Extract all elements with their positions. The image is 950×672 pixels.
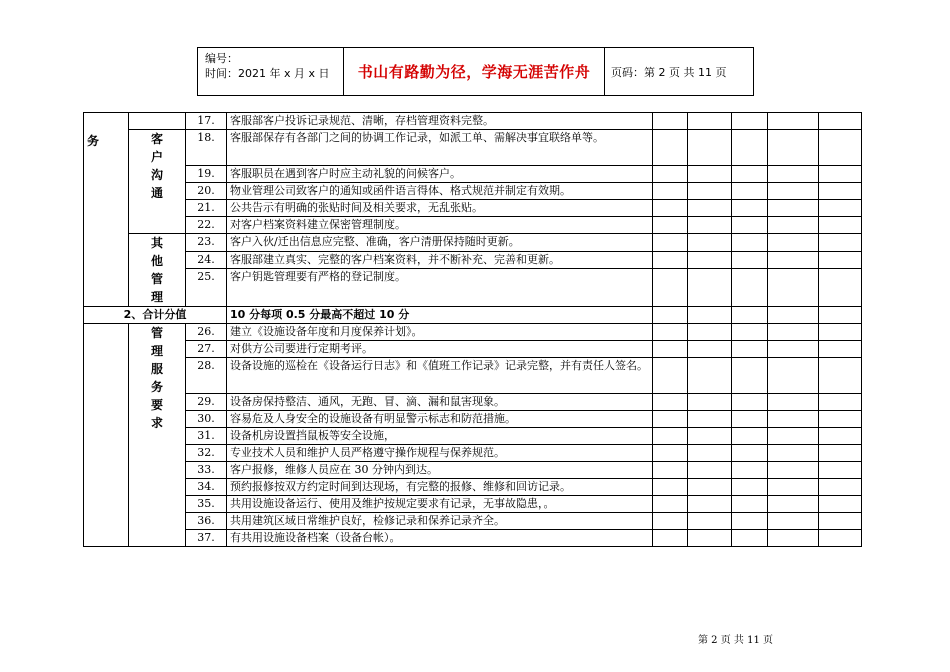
score-cell — [732, 234, 768, 252]
table-row — [84, 341, 862, 358]
score-cell — [768, 479, 819, 496]
score-cell — [732, 307, 768, 324]
score-cell — [819, 324, 862, 341]
score-cell — [688, 251, 732, 269]
table-row — [84, 324, 862, 341]
score-cell — [768, 183, 819, 200]
score-cell — [732, 324, 768, 341]
item-number: 20. — [186, 183, 227, 200]
header-meta — [198, 48, 344, 95]
score-cell — [819, 479, 862, 496]
score-cell — [653, 234, 688, 252]
score-cell — [768, 217, 819, 234]
section-wu: 务 — [84, 113, 129, 307]
item-text: 物业管理公司致客户的通知或函件语言得体、格式规范并制定有效期。 — [227, 183, 653, 200]
score-cell — [732, 341, 768, 358]
score-cell — [653, 251, 688, 269]
score-cell — [732, 166, 768, 183]
score-cell — [688, 428, 732, 445]
score-cell — [819, 183, 862, 200]
table-row — [84, 462, 862, 479]
item-text: 客服部客户投诉记录规范、清晰，存档管理资料完整。 — [227, 113, 653, 130]
score-cell — [732, 394, 768, 411]
section-qita-label: 其他管理 — [150, 236, 163, 304]
table-row — [84, 428, 862, 445]
item-text: 对客户档案资料建立保密管理制度。 — [227, 217, 653, 234]
table-row — [84, 479, 862, 496]
score-cell — [688, 113, 732, 130]
item-text: 设备房保持整洁、通风，无跑、冒、滴、漏和鼠害现象。 — [227, 394, 653, 411]
score-cell — [819, 307, 862, 324]
score-cell — [653, 183, 688, 200]
score-cell — [732, 113, 768, 130]
score-cell — [653, 428, 688, 445]
score-cell — [732, 445, 768, 462]
subtotal-label: 2、合计分值 — [84, 307, 227, 324]
item-number: 33. — [186, 462, 227, 479]
score-cell — [688, 513, 732, 530]
score-cell — [768, 113, 819, 130]
score-cell — [688, 130, 732, 166]
score-cell — [819, 530, 862, 547]
score-cell — [653, 462, 688, 479]
item-number: 19. — [186, 166, 227, 183]
score-cell — [819, 130, 862, 166]
table-row — [84, 307, 862, 324]
table-row — [84, 234, 862, 252]
score-cell — [688, 183, 732, 200]
score-cell — [819, 113, 862, 130]
item-number: 18. — [186, 130, 227, 166]
table-row — [84, 411, 862, 428]
score-cell — [688, 411, 732, 428]
item-text: 客服部保存有各部门之间的协调工作记录，如派工单、需解决事宜联络单等。 — [227, 130, 653, 166]
table-row — [84, 113, 862, 130]
score-cell — [688, 530, 732, 547]
score-cell — [653, 269, 688, 307]
score-cell — [688, 394, 732, 411]
score-cell — [688, 200, 732, 217]
header-page-label: 页码：第 2 页 共 11 页 — [611, 65, 727, 79]
table-row — [84, 200, 862, 217]
item-text: 公共告示有明确的张贴时间及相关要求，无乱张贴。 — [227, 200, 653, 217]
table-row — [84, 183, 862, 200]
score-cell — [819, 200, 862, 217]
score-cell — [819, 428, 862, 445]
item-text: 设备机房设置挡鼠板等安全设施， — [227, 428, 653, 445]
item-number: 17. — [186, 113, 227, 130]
score-cell — [732, 358, 768, 394]
item-number: 34. — [186, 479, 227, 496]
score-cell — [732, 428, 768, 445]
table-row — [84, 530, 862, 547]
item-number: 25. — [186, 269, 227, 307]
score-cell — [653, 513, 688, 530]
table-row — [84, 358, 862, 394]
score-cell — [768, 269, 819, 307]
item-text: 有共用设施设备档案（设备台帐）。 — [227, 530, 653, 547]
score-cell — [653, 496, 688, 513]
item-number: 22. — [186, 217, 227, 234]
item-number: 30. — [186, 411, 227, 428]
subtotal-note: 10 分每项 0.5 分最高不超过 10 分 — [227, 307, 653, 324]
score-cell — [688, 217, 732, 234]
table-row — [84, 269, 862, 307]
score-cell — [732, 496, 768, 513]
score-cell — [768, 130, 819, 166]
score-cell — [768, 341, 819, 358]
score-cell — [653, 166, 688, 183]
page-footer: 第 2 页 共 11 页 — [698, 635, 773, 646]
score-cell — [732, 269, 768, 307]
score-cell — [653, 394, 688, 411]
table-row — [84, 445, 862, 462]
score-cell — [732, 462, 768, 479]
item-text: 客服职员在遇到客户时应主动礼貌的问候客户。 — [227, 166, 653, 183]
score-cell — [653, 200, 688, 217]
score-cell — [768, 307, 819, 324]
score-cell — [732, 130, 768, 166]
score-cell — [768, 394, 819, 411]
table-row — [84, 217, 862, 234]
blank-cell — [84, 324, 129, 547]
score-cell — [732, 217, 768, 234]
section-guanli-label: 管理服务要求 — [150, 326, 163, 430]
score-cell — [819, 234, 862, 252]
blank-cell — [129, 113, 186, 130]
score-cell — [688, 234, 732, 252]
score-cell — [732, 530, 768, 547]
score-cell — [819, 341, 862, 358]
item-number: 36. — [186, 513, 227, 530]
item-text: 对供方公司要进行定期考评。 — [227, 341, 653, 358]
score-cell — [732, 251, 768, 269]
score-cell — [768, 358, 819, 394]
score-cell — [819, 358, 862, 394]
score-cell — [732, 479, 768, 496]
section-qita — [129, 234, 186, 307]
item-text: 专业技术人员和维护人员严格遵守操作规程与保养规范。 — [227, 445, 653, 462]
item-number: 26. — [186, 324, 227, 341]
score-cell — [688, 324, 732, 341]
number-label: 编号： — [205, 52, 238, 65]
score-cell — [819, 269, 862, 307]
score-cell — [819, 513, 862, 530]
score-cell — [653, 324, 688, 341]
item-number: 35. — [186, 496, 227, 513]
section-kehu — [129, 130, 186, 234]
item-number: 31. — [186, 428, 227, 445]
item-number: 23. — [186, 234, 227, 252]
score-cell — [688, 166, 732, 183]
score-cell — [688, 445, 732, 462]
item-text: 客户入伙/迁出信息应完整、准确，客户清册保持随时更新。 — [227, 234, 653, 252]
header-motto: 书山有路勤为径，学海无涯苦作舟 — [344, 48, 605, 95]
score-cell — [653, 130, 688, 166]
score-cell — [768, 462, 819, 479]
item-text: 客服部建立真实、完整的客户档案资料，并不断补充、完善和更新。 — [227, 251, 653, 269]
item-number: 27. — [186, 341, 227, 358]
score-cell — [768, 445, 819, 462]
score-cell — [768, 428, 819, 445]
item-text: 客户报修，维修人员应在 30 分钟内到达。 — [227, 462, 653, 479]
score-cell — [768, 200, 819, 217]
table-row — [84, 496, 862, 513]
score-cell — [653, 445, 688, 462]
score-cell — [768, 513, 819, 530]
item-text: 容易危及人身安全的设施设备有明显警示标志和防范措施。 — [227, 411, 653, 428]
score-cell — [768, 166, 819, 183]
item-text: 共用设施设备运行、使用及维护按规定要求有记录，无事故隐患，。 — [227, 496, 653, 513]
item-number: 37. — [186, 530, 227, 547]
score-cell — [688, 307, 732, 324]
table-row — [84, 130, 862, 166]
score-cell — [768, 411, 819, 428]
score-cell — [768, 234, 819, 252]
table-row — [84, 394, 862, 411]
score-cell — [688, 496, 732, 513]
score-cell — [819, 251, 862, 269]
score-cell — [653, 307, 688, 324]
item-number: 32. — [186, 445, 227, 462]
score-cell — [688, 358, 732, 394]
score-cell — [653, 113, 688, 130]
score-cell — [653, 358, 688, 394]
score-cell — [819, 496, 862, 513]
score-cell — [819, 217, 862, 234]
item-text: 预约报修按双方约定时间到达现场，有完整的报修、维修和回访记录。 — [227, 479, 653, 496]
score-cell — [768, 530, 819, 547]
score-cell — [819, 462, 862, 479]
item-text: 设备设施的巡检在《设备运行日志》和《值班工作记录》记录完整，并有责任人签名。 — [227, 358, 653, 394]
item-number: 29. — [186, 394, 227, 411]
table-row — [84, 166, 862, 183]
score-cell — [732, 183, 768, 200]
score-cell — [653, 530, 688, 547]
item-text: 共用建筑区域日常维护良好，检修记录和保养记录齐全。 — [227, 513, 653, 530]
score-cell — [819, 166, 862, 183]
score-cell — [768, 251, 819, 269]
item-number: 21. — [186, 200, 227, 217]
score-cell — [768, 324, 819, 341]
score-cell — [688, 479, 732, 496]
section-guanli — [129, 324, 186, 547]
score-cell — [653, 341, 688, 358]
score-cell — [732, 513, 768, 530]
score-cell — [653, 411, 688, 428]
score-cell — [819, 394, 862, 411]
item-number: 24. — [186, 251, 227, 269]
score-cell — [819, 445, 862, 462]
score-cell — [732, 411, 768, 428]
section-kehu-label: 客户沟通 — [150, 132, 163, 200]
checklist-table — [83, 112, 862, 547]
table-row — [84, 513, 862, 530]
score-cell — [653, 479, 688, 496]
item-text: 建立《设施设备年度和月度保养计划》。 — [227, 324, 653, 341]
item-number: 28. — [186, 358, 227, 394]
score-cell — [688, 462, 732, 479]
score-cell — [819, 411, 862, 428]
time-label: 时间：2021 年 x 月 x 日 — [205, 67, 330, 80]
item-text: 客户钥匙管理要有严格的登记制度。 — [227, 269, 653, 307]
score-cell — [653, 217, 688, 234]
score-cell — [688, 269, 732, 307]
score-cell — [688, 341, 732, 358]
table-row — [84, 251, 862, 269]
score-cell — [768, 496, 819, 513]
page-header — [197, 47, 754, 96]
score-cell — [732, 200, 768, 217]
